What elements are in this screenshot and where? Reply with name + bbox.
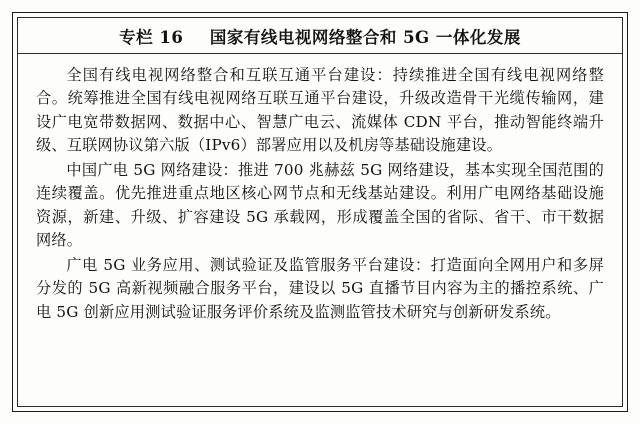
page-title xyxy=(119,24,521,48)
callout-number-label: 专栏 16 xyxy=(119,27,184,47)
callout-body xyxy=(18,54,622,406)
paragraph-1: 全国有线电视网络整合和互联互通平台建设：持续推进全国有线电视网络整合。统筹推进全国有线电视网络互联互通平台建设，升级改造骨干光缆传输网，建设广电宽带数据网、数据中心、智慧广电云、流媒体 CDN 平台，推动智能终端升级、互联网协议第六版（IPv6）部署应用以及机房等基础设施建设。 xyxy=(36,66,604,154)
callout-heading: 国家有线电视网络整合和 5G 一体化发展 xyxy=(209,27,521,47)
callout-box-inner-border xyxy=(17,17,623,407)
paragraph-2: 中国广电 5G 网络建设：推进 700 兆赫兹 5G 网络建设，基本实现全国范围的连续覆盖。优先推进重点地区核心网节点和无线基站建设。利用广电网络基础设施资源，新建、升级、扩容建设 5G 承载网，形成覆盖全国的省际、省干、市干数据网络。 xyxy=(36,161,604,249)
callout-box xyxy=(12,12,628,412)
callout-title-row xyxy=(18,18,622,54)
paragraph-3: 广电 5G 业务应用、测试验证及监管服务平台建设：打造面向全网用户和多屏分发的 5G 高新视频融合服务平台，建设以 5G 直播节目内容为主的播控系统、广电 5G 创新应用测试验证服务评价系统及监测监管技术研究与创新研发系统。 xyxy=(36,256,604,321)
